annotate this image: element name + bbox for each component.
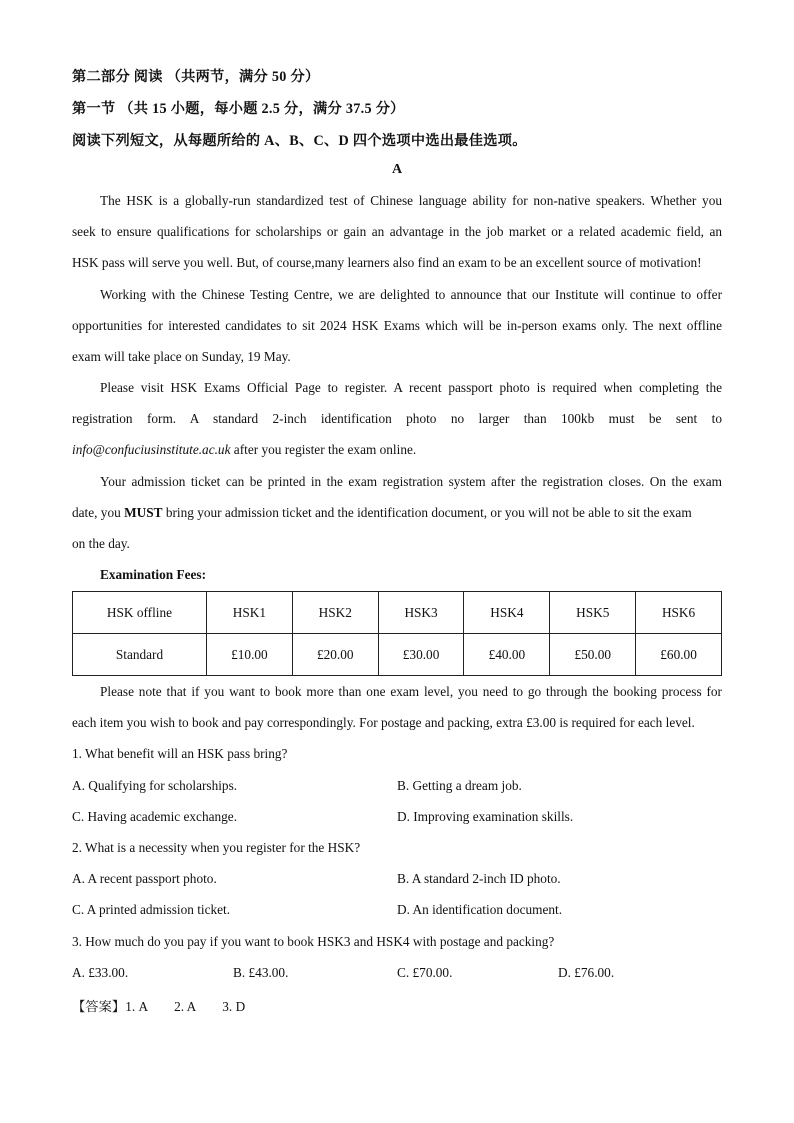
- question-3-stem: 3. How much do you pay if you want to book HSK3 and HSK4 with postage and packing?: [72, 934, 555, 949]
- question-3-option-b[interactable]: B. £43.00.: [233, 965, 289, 980]
- fees-header-cell: HSK2: [292, 592, 378, 634]
- passage-p5-line1: Please note that if you want to book more than one exam level, you need to go through the booking process for: [100, 684, 722, 699]
- question-2-stem: 2. What is a necessity when you register for the HSK?: [72, 840, 361, 855]
- passage-p2-line1: Working with the Chinese Testing Centre, we are delighted to announce that our Institute will continue to offer: [100, 287, 722, 302]
- passage-p3-line1: Please visit HSK Exams Official Page to register. A recent passport photo is required when completing the: [100, 380, 722, 395]
- passage-p2-line2: opportunities for interested candidates to sit 2024 HSK Exams which will be in-person exams only. The next offline: [72, 318, 722, 333]
- fees-cell: Standard: [73, 634, 207, 676]
- question-3-option-a[interactable]: A. £33.00.: [72, 965, 129, 980]
- passage-p4-line1: Your admission ticket can be printed in the exam registration system after the registration closes. On the exam: [100, 474, 722, 489]
- fees-table-header-row: [73, 592, 722, 634]
- question-1-option-d[interactable]: D. Improving examination skills.: [397, 809, 574, 824]
- question-3-option-d[interactable]: D. £76.00.: [558, 965, 615, 980]
- fees-cell: £20.00: [292, 634, 378, 676]
- passage-p4-line3: on the day.: [72, 536, 130, 551]
- fees-header-cell: HSK offline: [73, 592, 207, 634]
- fees-title: Examination Fees:: [100, 567, 206, 582]
- contact-email: info@confuciusinstitute.ac.uk: [72, 442, 231, 457]
- answer-item-3: 3. D: [222, 999, 246, 1014]
- fees-cell: £60.00: [636, 634, 722, 676]
- fees-cell: £40.00: [464, 634, 550, 676]
- question-1-stem: 1. What benefit will an HSK pass bring?: [72, 746, 288, 761]
- part-heading: 第二部分 阅读 （共两节，满分 50 分）: [72, 69, 320, 85]
- must-emphasis: MUST: [124, 505, 163, 520]
- answer-item-1: 1. A: [125, 999, 149, 1014]
- passage-p1-line1: The HSK is a globally-run standardized test of Chinese language ability for non-native speakers. Whether you: [100, 193, 722, 208]
- question-1-option-a[interactable]: A. Qualifying for scholarships.: [72, 778, 238, 793]
- question-2-option-d[interactable]: D. An identification document.: [397, 902, 563, 917]
- passage-p5-line2: each item you wish to book and pay correspondingly. For postage and packing, extra £3.00 is required for each level.: [72, 715, 695, 730]
- passage-p4-l2-end: bring your admission ticket and the identification document, or you will not be able to sit the exam: [162, 505, 692, 520]
- answer-line: [72, 996, 722, 1015]
- passage-p3-line2: registration form. A standard 2-inch identification photo no larger than 100kb must be sent to: [72, 411, 722, 426]
- question-1-option-c[interactable]: C. Having academic exchange.: [72, 809, 238, 824]
- question-2-option-a[interactable]: A. A recent passport photo.: [72, 871, 217, 886]
- passage-p3-tail: after you register the exam online.: [230, 442, 417, 457]
- fees-header-cell: HSK1: [207, 592, 293, 634]
- answer-item-2: 2. A: [174, 999, 197, 1014]
- fees-table-row: [73, 634, 722, 676]
- question-2-option-b[interactable]: B. A standard 2-inch ID photo.: [397, 871, 561, 886]
- fees-header-cell: HSK4: [464, 592, 550, 634]
- passage-p2-line3: exam will take place on Sunday, 19 May.: [72, 349, 291, 364]
- question-1-option-b[interactable]: B. Getting a dream job.: [397, 778, 522, 793]
- section-heading: 第一节 （共 15 小题，每小题 2.5 分，满分 37.5 分）: [72, 101, 405, 117]
- fees-cell: £10.00: [207, 634, 293, 676]
- passage-p4-line2: [72, 505, 722, 521]
- fees-cell: £30.00: [378, 634, 464, 676]
- instruction-text: 阅读下列短文，从每题所给的 A、B、C、D 四个选项中选出最佳选项。: [72, 133, 527, 149]
- passage-label: A: [391, 162, 403, 177]
- fees-header-cell: HSK5: [550, 592, 636, 634]
- passage-p4-l2-start: date, you: [72, 505, 125, 520]
- question-3-option-c[interactable]: C. £70.00.: [397, 965, 453, 980]
- fees-table: [72, 591, 722, 676]
- passage-p1-line3: HSK pass will serve you well. But, of course,many learners also find an exam to be an excellent source of motivation!: [72, 255, 702, 270]
- answer-label: 【答案】: [72, 999, 126, 1014]
- fees-cell: £50.00: [550, 634, 636, 676]
- question-2-option-c[interactable]: C. A printed admission ticket.: [72, 902, 231, 917]
- passage-p3-line3: [72, 442, 722, 458]
- fees-header-cell: HSK6: [636, 592, 722, 634]
- fees-header-cell: HSK3: [378, 592, 464, 634]
- passage-p1-line2: seek to ensure qualifications for scholarships or gain an advantage in the job market or a related academic field, an: [72, 224, 722, 239]
